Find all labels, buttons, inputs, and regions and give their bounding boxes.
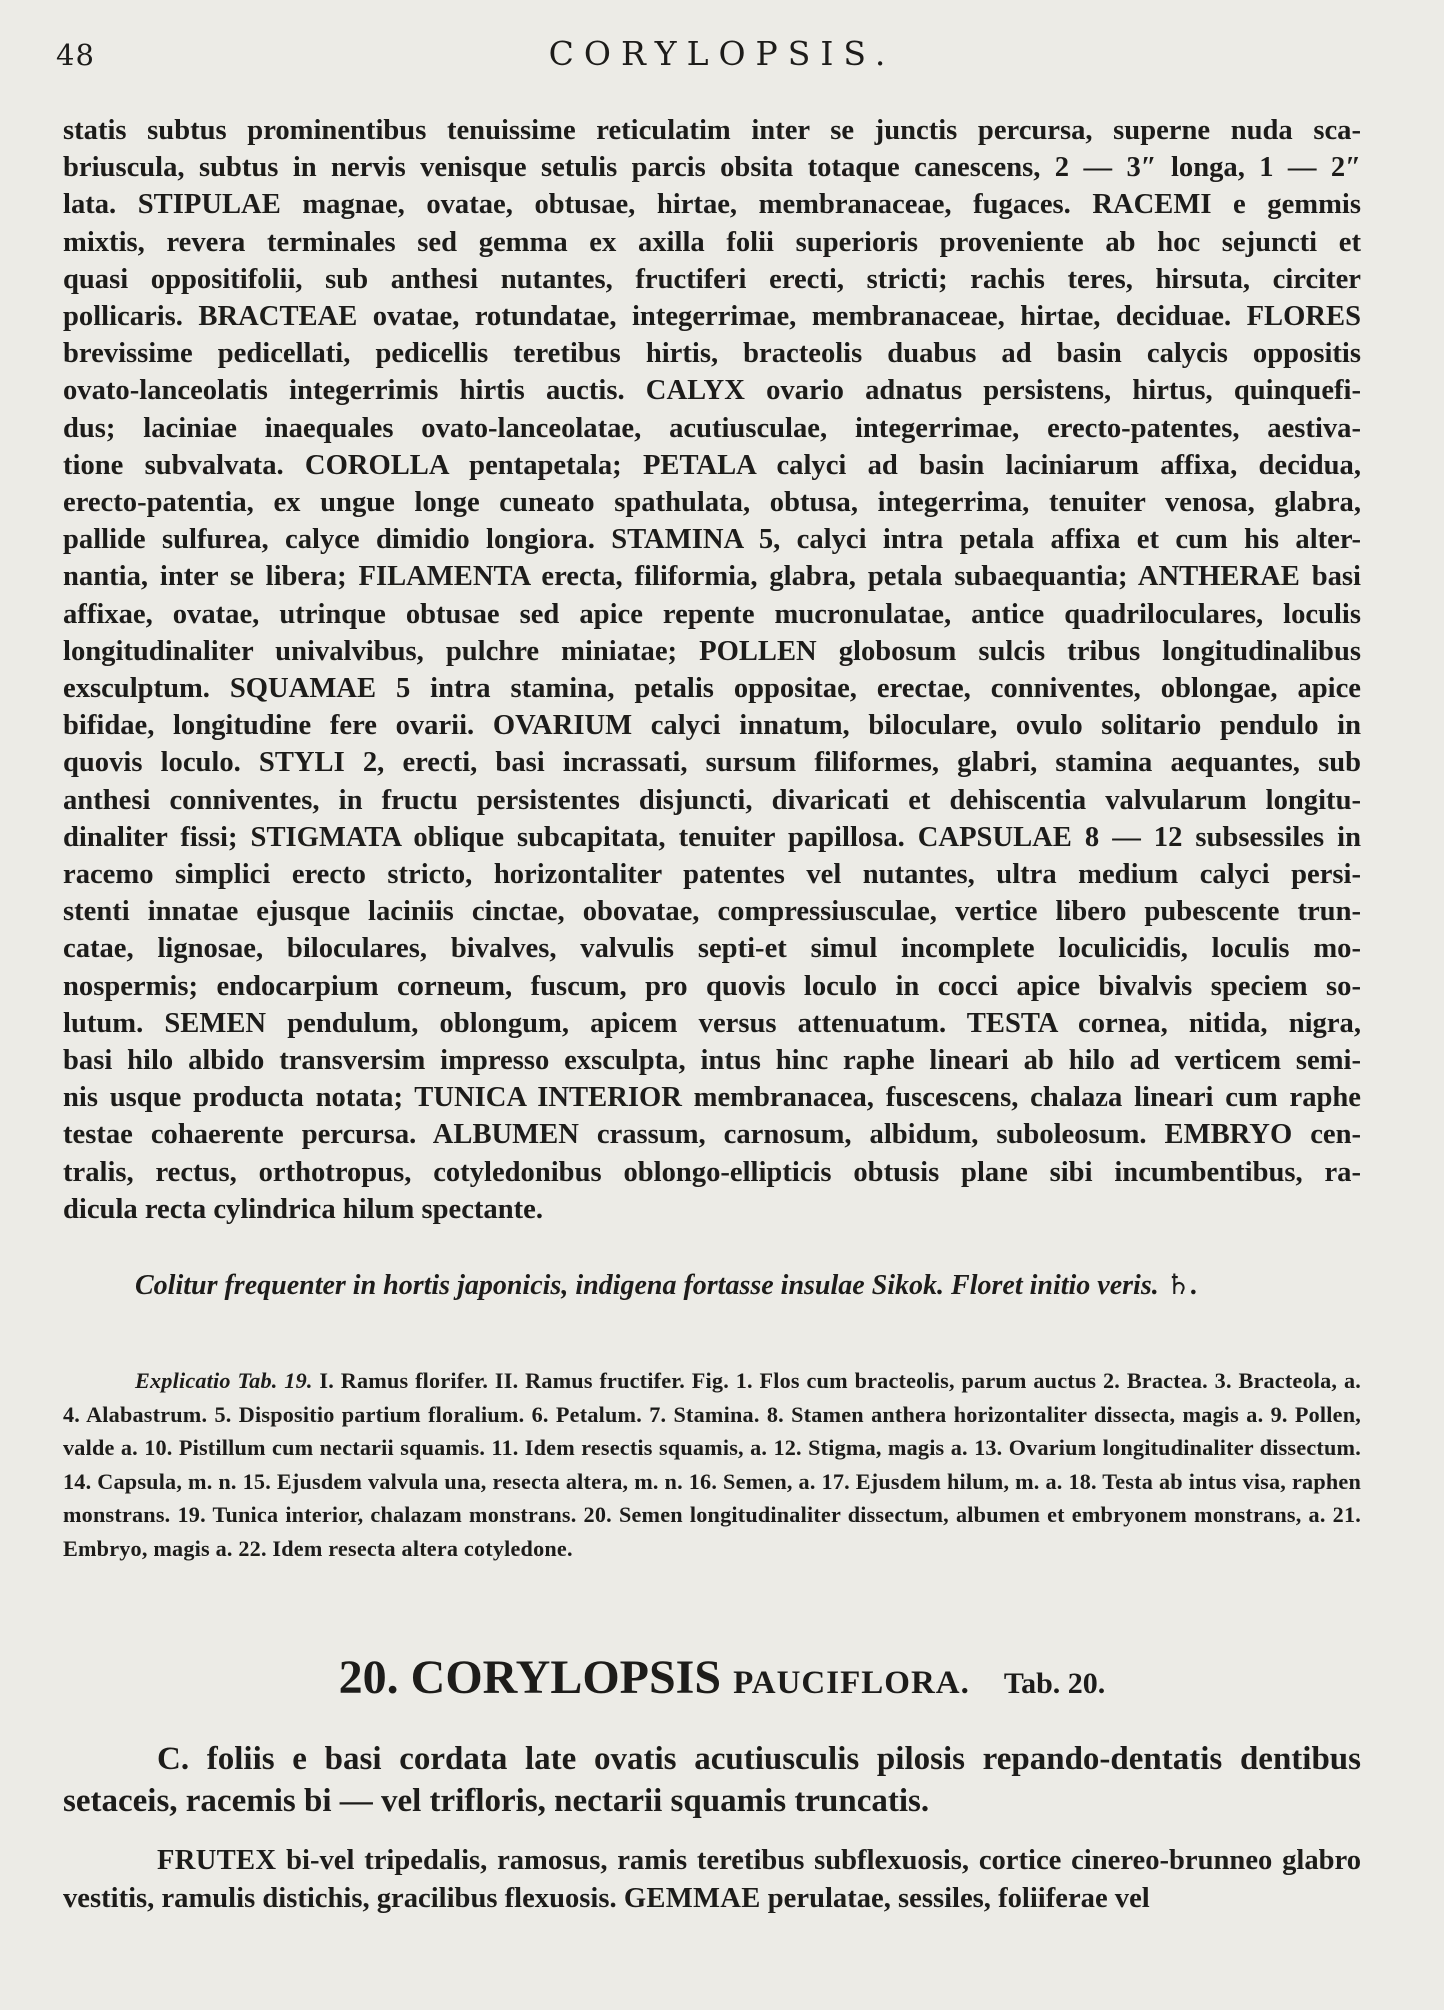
body-line: nis usque producta notata; TUNICA INTERIOR membranacea, fuscescens, chalaza lineari cum raphe — [63, 1082, 1361, 1114]
body-line: testae cohaerente percursa. ALBUMEN crassum, carnosum, albidum, suboleosum. EMBRYO cen- — [63, 1119, 1361, 1151]
body-line: tione subvalvata. COROLLA pentapetala; PETALA calyci ad basin laciniarum affixa, decidua, — [63, 449, 1361, 481]
body-line: exsculptum. SQUAMAE 5 intra stamina, petalis oppositae, erectae, conniventes, oblongae, apice — [63, 673, 1361, 705]
species-plate-ref: Tab. 20. — [1003, 1667, 1106, 1700]
page-header — [56, 34, 1388, 80]
body-line: catae, lignosae, biloculares, bivalves, valvulis septi-et simul incomplete loculicidis, loculis mo- — [63, 933, 1361, 965]
running-head: CORYLOPSIS. — [548, 34, 896, 73]
species-genus: CORYLOPSIS — [410, 1651, 722, 1704]
body-line: dus; laciniae inaequales ovato-lanceolatae, acutiusculae, integerrimae, erecto-patentes, aestiva- — [63, 412, 1361, 444]
plate-explanation — [63, 1364, 1361, 1566]
body-line: dinaliter fissi; STIGMATA oblique subcapitata, tenuiter papillosa. CAPSULAE 8 — 12 subsessiles in — [63, 821, 1361, 853]
body-line: briuscula, subtus in nervis venisque setulis parcis obsita totaque canescens, 2 — 3″ longa, 1 — 2″ — [63, 152, 1361, 184]
body-line: stenti innatae ejusque laciniis cinctae, obovatae, compressiusculae, vertice libero pubescente trun- — [63, 896, 1361, 928]
species-description — [63, 1842, 1361, 1917]
gemmae-label: GEMMAE — [623, 1882, 761, 1914]
body-line: erecto-patentia, ex ungue longe cuneato spathulata, obtusa, integerrima, tenuiter venosa, glabra, — [63, 487, 1361, 519]
page-number: 48 — [56, 38, 95, 72]
body-line: basi hilo albido transversim impresso exsculpta, intus hinc raphe lineari ab hilo ad verticem semi- — [63, 1045, 1361, 1077]
body-text — [63, 112, 1361, 1228]
frutex-text: bi-vel tripedalis, ramosus, ramis teretibus subflexuosis, cortice cinereo-brunneo glabro vestitis, ramulis distichis, gracilibus flexuosis. — [63, 1845, 1361, 1914]
body-line: nospermis; endocarpium corneum, fuscum, pro quovis loculo in cocci apice bivalvis speciem so- — [63, 970, 1361, 1002]
body-line: quasi oppositifolii, sub anthesi nutantes, fructiferi erecti, stricti; rachis teres, hirsuta, circiter — [63, 263, 1361, 295]
body-line: dicula recta cylindrica hilum spectante. — [63, 1193, 543, 1225]
body-line: bifidae, longitudine fere ovarii. OVARIUM calyci innatum, biloculare, ovulo solitario pendulo in — [63, 710, 1361, 742]
species-heading — [0, 1650, 1444, 1705]
frutex-label: FRUTEX — [157, 1845, 277, 1876]
body-line: nantia, inter se libera; FILAMENTA erecta, filiformia, glabra, petala subaequantia; ANTHERAE basi — [63, 561, 1361, 593]
body-line: quovis loculo. STYLI 2, erecti, basi incrassati, sursum filiformes, glabri, stamina aequantes, sub — [63, 747, 1361, 779]
body-line: anthesi conniventes, in fructu persistentes disjuncti, divaricati et dehiscentia valvularum longitu- — [63, 784, 1361, 816]
habitat-paragraph: Colitur frequenter in hortis japonicis, indigena fortasse insulae Sikok. Floret initio veris. ♄. — [135, 1270, 1198, 1301]
body-line: pallide sulfurea, calyce dimidio longiora. STAMINA 5, calyci intra petala affixa et cum his alter- — [63, 524, 1361, 556]
body-line: mixtis, revera terminales sed gemma ex axilla folii superioris proveniente ab hoc sejuncti et — [63, 226, 1361, 258]
species-diagnosis: C. foliis e basi cordata late ovatis acutiusculis pilosis repando-dentatis dentibus setaceis, racemis bi — vel trifloris, nectarii squamis truncatis. — [63, 1741, 1361, 1819]
body-line: pollicaris. BRACTEAE ovatae, rotundatae, integerrimae, membranaceae, hirtae, deciduae. FLORES — [63, 301, 1361, 333]
body-line: racemo simplici erecto stricto, horizontaliter patentes vel nutantes, ultra medium calyci persi- — [63, 859, 1361, 891]
plate-explanation-lead: Explicatio Tab. 19. — [135, 1368, 313, 1393]
body-line: affixae, ovatae, utrinque obtusae sed apice repente mucronulatae, antice quadriloculares, loculis — [63, 598, 1361, 630]
plate-explanation-text: I. Ramus florifer. II. Ramus fructifer. Fig. 1. Flos cum bracteolis, parum auctus 2. Bractea. 3. Bracteola, a. 4. Alabastrum. 5. Dispositio partium floralium. 6. Petalum. 7. Stamina. 8. Stamen anthera horizontaliter dissecta, magis a. 9. Pollen, valde a. 10. Pistillum cum nectarii squamis. 11. Idem resectis squamis, a. 12. Stigma, magis a. 13. Ovarium longitudinaliter dissectum. 14. Capsula, m. n. 15. Ejusdem valvula una, resecta altera, m. n. 16. Semen, a. 17. Ejusdem hilum, m. a. 18. Testa ab intus visa, raphen monstrans. 19. Tunica interior, chalazam monstrans. 20. Semen longitudinaliter dissectum, albumen et embryonem monstrans, a. 21. Embryo, magis a. 22. Idem resecta altera cotyledone. — [63, 1368, 1361, 1561]
gemmae-text: perulatae, sessiles, foliiferae vel — [767, 1882, 1150, 1914]
body-line: brevissime pedicellati, pedicellis teretibus hirtis, bracteolis duabus ad basin calycis oppositis — [63, 338, 1361, 370]
body-line: tralis, rectus, orthotropus, cotyledonibus oblongo-ellipticis obtusis plane sibi incumbentibus, ra- — [63, 1156, 1361, 1188]
species-epithet: PAUCIFLORA. — [733, 1665, 970, 1701]
body-line: lutum. SEMEN pendulum, oblongum, apicem versus attenuatum. TESTA cornea, nitida, nigra, — [63, 1007, 1361, 1039]
species-number: 20. — [338, 1651, 399, 1704]
body-line: ovato-lanceolatis integerrimis hirtis auctis. CALYX ovario adnatus persistens, hirtus, quinquefi- — [63, 375, 1361, 407]
body-line: longitudinaliter univalvibus, pulchre miniatae; POLLEN globosum sulcis tribus longitudinalibus — [63, 635, 1361, 667]
body-line: statis subtus prominentibus tenuissime reticulatim inter se junctis percursa, superne nuda sca- — [63, 115, 1361, 146]
body-line: lata. STIPULAE magnae, ovatae, obtusae, hirtae, membranaceae, fugaces. RACEMI e gemmis — [63, 189, 1361, 221]
